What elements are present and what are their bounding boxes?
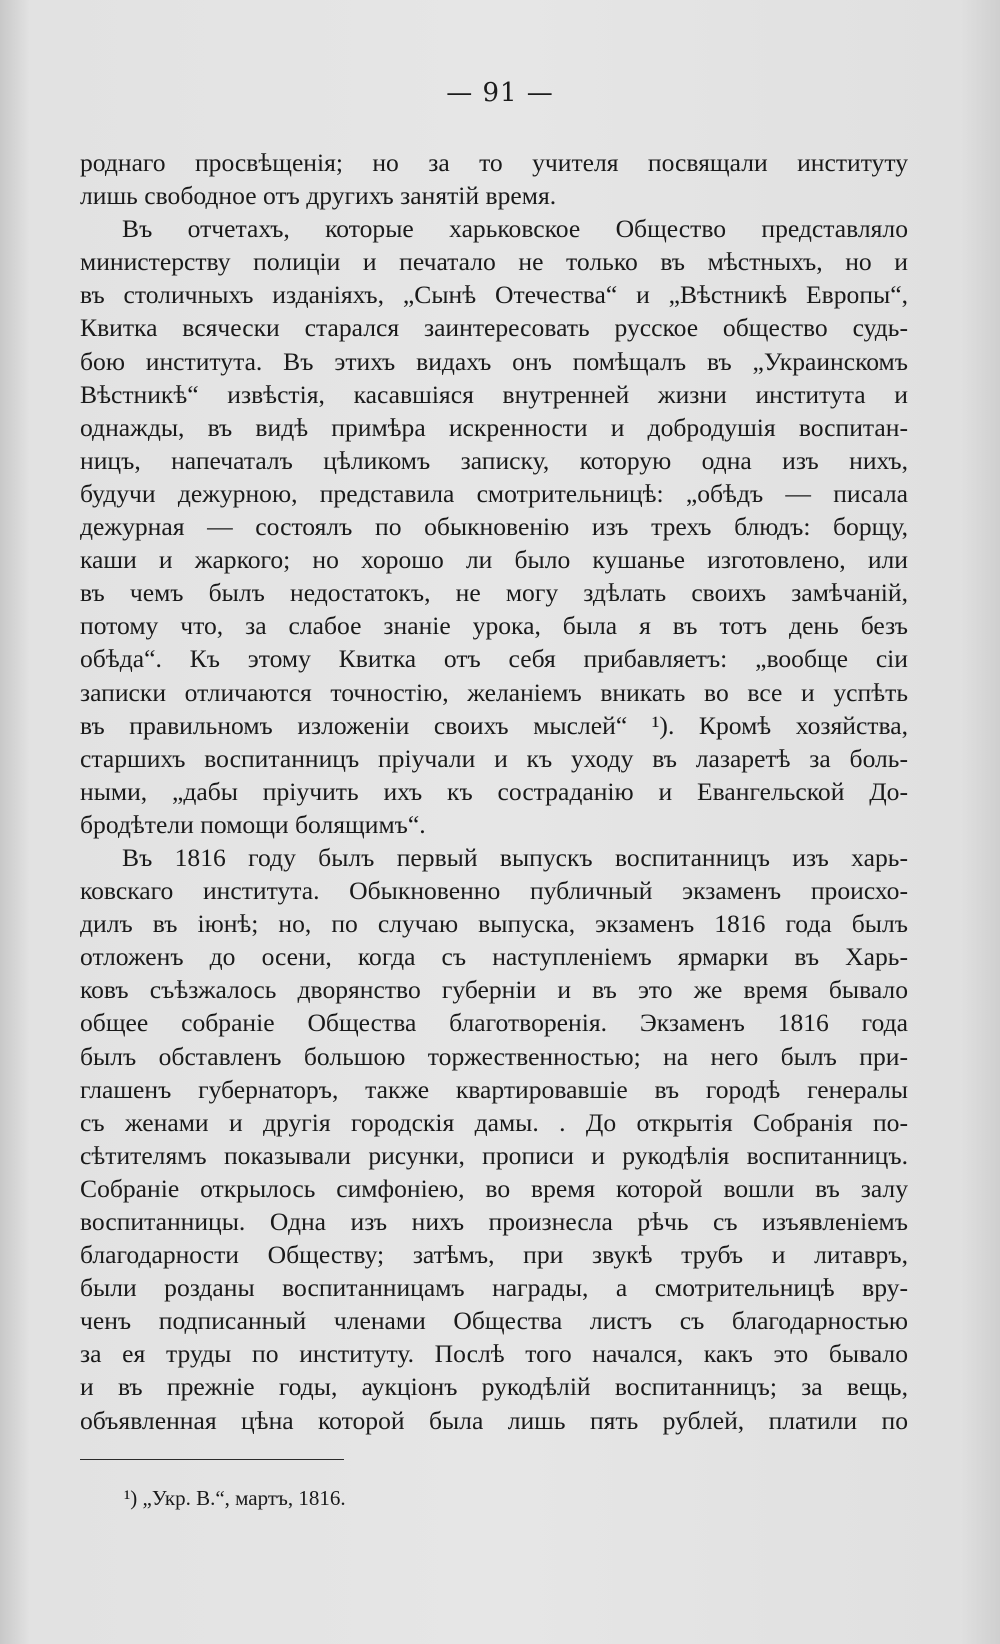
text-line: были розданы воспитанницамъ награды, а смотрительницѣ вру-: [80, 1273, 908, 1303]
text-line: Собраніе открылось симфоніею, во время которой вошли въ залу: [80, 1173, 908, 1203]
text-line: съ женами и другія городскія дамы. . До открытія Собранія по-: [80, 1107, 908, 1137]
text-line: благодарности Обществу; затѣмъ, при звукѣ трубъ и литавръ,: [80, 1240, 908, 1270]
text-line: дилъ въ іюнѣ; но, по случаю выпуска, экзаменъ 1816 года былъ: [80, 909, 908, 939]
page-number: — 91 —: [446, 78, 554, 108]
text-line: лишь свободное отъ другихъ занятій время.: [80, 181, 557, 211]
footnote: ¹) „Укр. В.“, мартъ, 1816.: [124, 1486, 346, 1510]
text-line: воспитанницы. Одна изъ нихъ произнесла рѣчь съ изъявленіемъ: [80, 1207, 908, 1236]
text-line: ными, „дабы пріучить ихъ къ состраданію и Евангельской До-: [80, 776, 908, 806]
footnote-divider: [80, 1459, 344, 1460]
text-line: за ея труды по институту. Послѣ того начался, какъ это бывало: [80, 1339, 908, 1369]
text-line: министерству полиціи и печатало не только въ мѣстныхъ, но и: [80, 247, 908, 277]
text-line: ковъ съѣзжалось дворянство губерніи и въ это же время бывало: [80, 975, 908, 1005]
text-line: бою института. Въ этихъ видахъ онъ помѣщалъ въ „Украинскомъ: [80, 346, 908, 376]
text-line: каши и жаркого; но хорошо ли было кушанье изготовлено, или: [80, 545, 908, 575]
text-line: дежурная — состоялъ по обыкновенію изъ трехъ блюдъ: борщу,: [80, 512, 908, 542]
text-line: бродѣтели помощи болящимъ“.: [80, 809, 426, 839]
text-line: ницъ, напечаталъ цѣликомъ записку, которую одна изъ нихъ,: [80, 445, 908, 475]
text-line: Въ отчетахъ, которые харьковское Общество представляло: [122, 214, 908, 244]
text-line: будучи дежурною, представила смотрительницѣ: „обѣдъ — писала: [80, 478, 908, 508]
text-line: потому что, за слабое знаніе урока, была я въ тотъ день безъ: [80, 611, 908, 641]
text-line: объявленная цѣна которой была лишь пять рублей, платили по: [80, 1405, 908, 1435]
text-line: отложенъ до осени, когда съ наступленіемъ ярмарки въ Харь-: [80, 942, 908, 972]
text-line: Въ 1816 году былъ первый выпускъ воспитанницъ изъ харь-: [122, 842, 908, 872]
text-line: общее собраніе Общества благотворенія. Экзаменъ 1816 года: [80, 1008, 908, 1038]
text-line: сѣтителямъ показывали рисунки, прописи и рукодѣлія воспитанницъ.: [80, 1140, 908, 1170]
text-line: былъ обставленъ большою торжественностью; на него былъ при-: [80, 1041, 908, 1071]
text-line: Квитка всячески старался заинтересовать русское общество судь-: [80, 313, 908, 343]
text-line: старшихъ воспитанницъ пріучали и къ уходу въ лазаретѣ за боль-: [80, 743, 908, 773]
text-line: въ правильномъ изложеніи своихъ мыслей“ ¹). Кромѣ хозяйства,: [80, 710, 908, 740]
text-line: и въ прежніе годы, аукціонъ рукодѣлій воспитанницъ; за вещь,: [80, 1372, 908, 1402]
text-line: записки отличаются точностію, желаніемъ вникать во все и успѣть: [80, 677, 908, 707]
text-line: глашенъ губернаторъ, также квартировавшіе въ городѣ генералы: [80, 1074, 908, 1104]
text-line: роднаго просвѣщенія; но за то учителя посвящали институту: [80, 148, 908, 177]
body-text: [80, 146, 908, 1437]
text-line: Вѣстникѣ“ извѣстія, касавшіяся внутренней жизни института и: [80, 379, 908, 409]
text-line: въ столичныхъ изданіяхъ, „Сынѣ Отечества“ и „Вѣстникѣ Европы“,: [80, 280, 908, 310]
text-line: обѣда“. Къ этому Квитка отъ себя прибавляетъ: „вообще сіи: [80, 644, 908, 674]
text-line: ченъ подписанный членами Общества листъ съ благодарностью: [80, 1306, 908, 1336]
text-line: ковскаго института. Обыкновенно публичный экзаменъ происхо-: [80, 876, 908, 906]
text-line: однажды, въ видѣ примѣра искренности и добродушія воспитан-: [80, 412, 908, 442]
text-line: въ чемъ былъ недостатокъ, не могу здѣлать своихъ замѣчаній,: [80, 578, 908, 608]
